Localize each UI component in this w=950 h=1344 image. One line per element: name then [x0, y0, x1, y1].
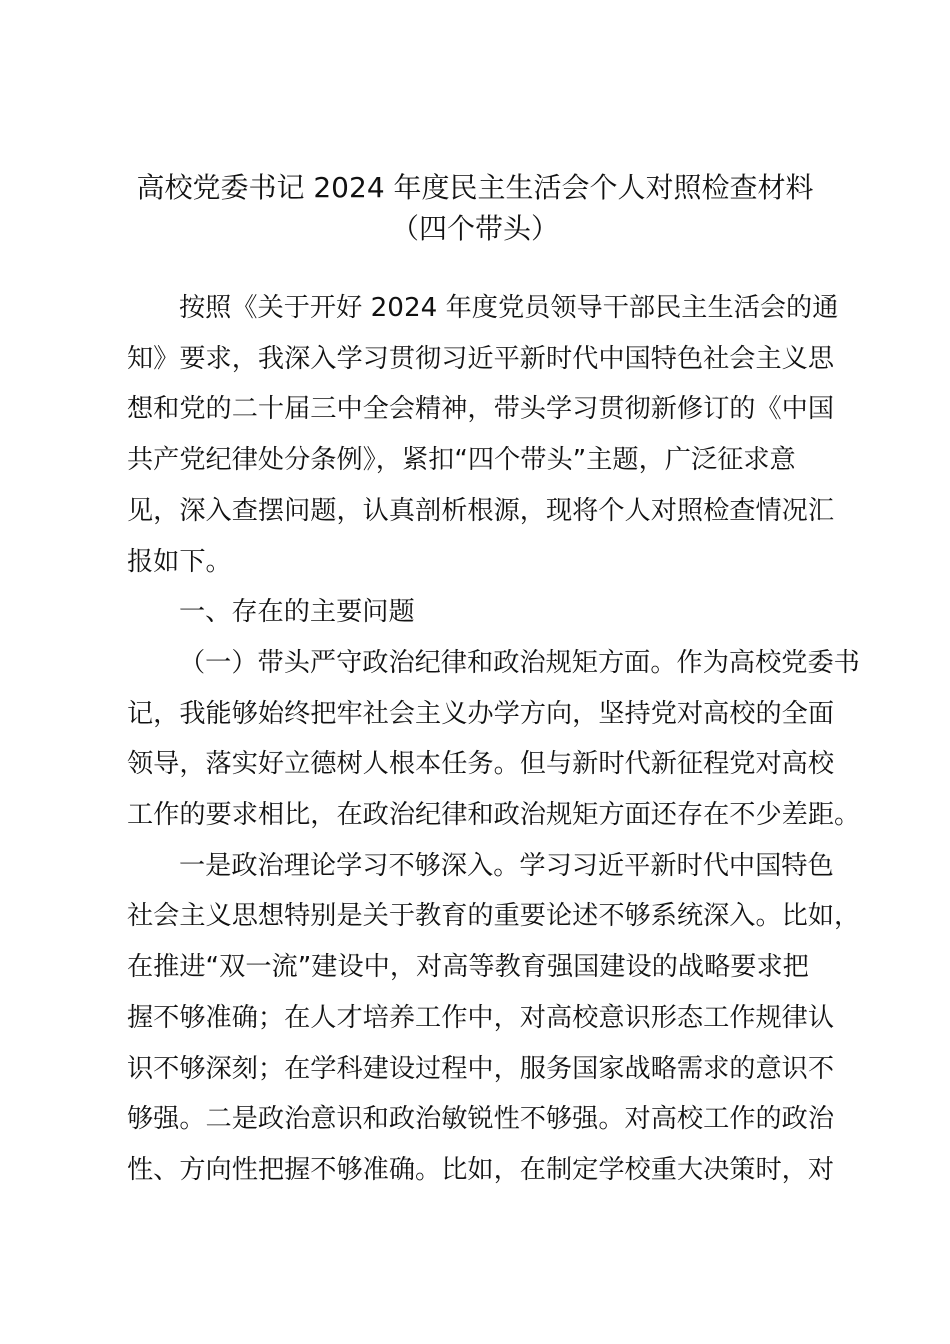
document-subtitle: （四个带头）	[390, 212, 559, 245]
text-line: 记，我能够始终把牢社会主义办学方向，坚持党对高校的全面	[127, 698, 835, 729]
text-line: 一、存在的主要问题	[179, 597, 415, 628]
text-line: 社会主义思想特别是关于教育的重要论述不够系统深入。比如，	[127, 901, 861, 932]
document-body	[127, 283, 861, 1196]
text-line: 领导，落实好立德树人根本任务。但与新时代新征程党对高校	[127, 749, 835, 780]
text-line: 知》要求，我深入学习贯彻习近平新时代中国特色社会主义思	[127, 343, 835, 374]
text-line: 见，深入查摆问题，认真剖析根源，现将个人对照检查情况汇	[127, 495, 835, 526]
text-line: 共产党纪律处分条例》，紧扣“四个带头”主题，广泛征求意	[127, 445, 796, 476]
text-line: 一是政治理论学习不够深入。学习习近平新时代中国特色	[179, 850, 834, 881]
text-line: 报如下。	[127, 546, 232, 577]
text-line: 性、方向性把握不够准确。比如，在制定学校重大决策时，对	[127, 1154, 835, 1185]
text-line: 识不够深刻；在学科建设过程中，服务国家战略需求的意识不	[127, 1053, 835, 1084]
text-line: 按照《关于开好 2024 年度党员领导干部民主生活会的通	[179, 293, 839, 323]
text-line: 想和党的二十届三中全会精神，带头学习贯彻新修订的《中国	[127, 394, 835, 425]
problem-paragraph	[127, 841, 861, 1196]
text-line: 在推进“双一流”建设中，对高等教育强国建设的战略要求把	[127, 952, 809, 983]
section-heading	[127, 587, 833, 638]
text-line: 工作的要求相比，在政治纪律和政治规矩方面还存在不少差距。	[127, 800, 861, 831]
subsection-paragraph	[127, 638, 861, 841]
document-title: 高校党委书记 2024 年度民主生活会个人对照检查材料	[136, 171, 814, 204]
text-line: 握不够准确；在人才培养工作中，对高校意识形态工作规律认	[127, 1002, 835, 1033]
intro-paragraph	[127, 283, 839, 587]
text-line: （一）带头严守政治纪律和政治规矩方面。作为高校党委书	[179, 647, 860, 678]
text-line: 够强。二是政治意识和政治敏锐性不够强。对高校工作的政治	[127, 1104, 835, 1135]
